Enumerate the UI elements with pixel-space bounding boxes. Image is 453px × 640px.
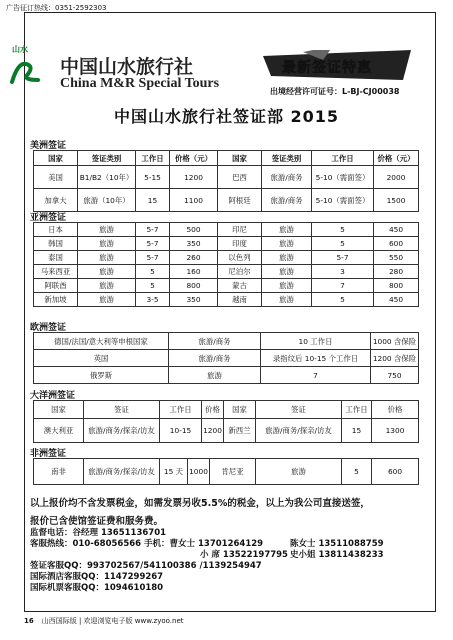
agency-cn-name: 中国山水旅行社 — [60, 56, 194, 78]
agency-en-name: China M&R Special Tours — [60, 76, 220, 91]
table-cell: 5-7 — [136, 223, 170, 237]
table-cell: 蒙古 — [218, 279, 262, 293]
table-cell: 1200 — [170, 166, 218, 189]
section-title-europe: 欧洲签证 — [30, 323, 67, 333]
table-cell: 旅游 — [262, 279, 312, 293]
table-cell: B1/B2（10年） — [78, 166, 136, 189]
header-cell: 国家 — [218, 151, 262, 166]
table-cell: 15 — [136, 189, 170, 212]
header-cell: 价格 — [202, 401, 224, 419]
table-cell: 5 — [312, 293, 374, 307]
header-cell: 工作日 — [136, 151, 170, 166]
section-title-americas: 美洲签证 — [30, 141, 67, 151]
section-title-oceania: 大洋洲签证 — [30, 391, 76, 401]
table-cell: 旅游 — [78, 251, 136, 265]
contact-chen: 陈女士 13511088759 — [290, 539, 384, 549]
table-row — [34, 251, 419, 265]
table-cell: 5 — [342, 459, 372, 485]
table-cell: 旅游 — [262, 223, 312, 237]
note-line: 报价已含使馆签证费和服务费。 — [30, 516, 164, 527]
table-cell: 5-15 — [136, 166, 170, 189]
contact-shi: 史小姐 13811438233 — [290, 550, 384, 560]
table-cell: 旅游（10年） — [78, 189, 136, 212]
note-line: 以上报价均不含发票税金，如需发票另收5.5%的税金，以上为我公司直接送签， — [30, 498, 370, 509]
table-cell: 160 — [170, 265, 218, 279]
table-cell: 旅游 — [262, 237, 312, 251]
table-row — [34, 459, 419, 485]
table-cell: 韩国 — [34, 237, 78, 251]
table-cell: 1200 — [202, 419, 224, 443]
table-row — [34, 237, 419, 251]
header-cell: 国家 — [34, 401, 84, 419]
oceania-table — [33, 400, 419, 443]
hotel-qq: 国际酒店客服QQ：1147299267 — [30, 572, 164, 582]
table-cell: 800 — [374, 279, 419, 293]
table-row — [34, 333, 419, 350]
table-row — [34, 419, 419, 443]
table-row — [34, 189, 419, 212]
table-cell: 南非 — [34, 459, 84, 485]
table-cell: 泰国 — [34, 251, 78, 265]
table-cell: 5 — [312, 237, 374, 251]
table-cell: 5-10（需面签） — [312, 166, 374, 189]
table-cell: 350 — [170, 237, 218, 251]
table-cell: 旅游 — [78, 223, 136, 237]
table-cell: 日本 — [34, 223, 78, 237]
table-row — [34, 279, 419, 293]
table-cell: 15 天 — [160, 459, 188, 485]
ticket-qq: 国际机票客服QQ：1094610180 — [30, 583, 164, 593]
table-cell: 5-7 — [136, 251, 170, 265]
section-title-africa: 非洲签证 — [30, 449, 67, 459]
page-footer — [24, 616, 434, 626]
visa-qq: 签证客服QQ：993702567/541100386 /1139254947 — [30, 561, 262, 571]
header-cell: 签证类别 — [262, 151, 312, 166]
table-cell: 澳大利亚 — [34, 419, 84, 443]
table-cell: 7 — [312, 279, 374, 293]
table-cell: 旅游/商务/探亲/访友 — [84, 419, 160, 443]
table-cell: 旅游/商务/探亲/访友 — [84, 459, 160, 485]
table-cell: 越南 — [218, 293, 262, 307]
table-cell: 俄罗斯 — [34, 367, 169, 384]
table-cell: 尼泊尔 — [218, 265, 262, 279]
table-cell: 新加坡 — [34, 293, 78, 307]
table-cell: 美国 — [34, 166, 78, 189]
table-cell: 600 — [372, 459, 419, 485]
table-cell: 5 — [136, 265, 170, 279]
table-row — [34, 223, 419, 237]
table-cell: 800 — [170, 279, 218, 293]
table-row — [34, 265, 419, 279]
header-cell: 价格（元） — [170, 151, 218, 166]
table-cell: 印尼 — [218, 223, 262, 237]
table-cell: 750 — [371, 367, 419, 384]
table-cell: 10-15 — [160, 419, 202, 443]
table-cell: 加拿大 — [34, 189, 78, 212]
table-cell: 旅游 — [262, 265, 312, 279]
table-cell: 450 — [374, 293, 419, 307]
table-cell: 1000 — [188, 459, 210, 485]
table-cell: 1200 含保险 — [371, 350, 419, 367]
header-cell: 签证 — [256, 401, 342, 419]
asia-table — [33, 222, 419, 307]
footer-text: 山西国际版 | 欢迎浏览电子版 www.zyoo.net — [41, 617, 184, 625]
table-row — [34, 350, 419, 367]
table-cell: 录指纹后 10-15 个工作日 — [261, 350, 371, 367]
contact-xi: 小 席 13522197795 — [200, 550, 288, 560]
header-cell: 工作日 — [312, 151, 374, 166]
table-cell: 印度 — [218, 237, 262, 251]
table-cell: 阿根廷 — [218, 189, 262, 212]
table-cell: 旅游 — [256, 459, 342, 485]
license-number: 出境经营许可证号：L-BJ-CJ00038 — [270, 87, 400, 96]
header-cell: 签证类别 — [78, 151, 136, 166]
table-cell: 旅游 — [78, 293, 136, 307]
table-cell: 7 — [261, 367, 371, 384]
table-cell: 450 — [374, 223, 419, 237]
table-cell: 1300 — [372, 419, 419, 443]
header-cell: 工作日 — [342, 401, 372, 419]
table-cell: 5 — [136, 279, 170, 293]
header-cell: 价格（元） — [374, 151, 419, 166]
logo-text: 山水 — [12, 45, 28, 54]
table-cell: 5-10（需面签） — [312, 189, 374, 212]
table-cell: 旅游 — [262, 251, 312, 265]
table-cell: 肯尼亚 — [210, 459, 256, 485]
table-cell: 旅游 — [78, 279, 136, 293]
supervisor-phone: 监督电话：谷经理 13651136701 — [30, 528, 167, 538]
table-cell: 旅游/商务/探亲/访友 — [256, 419, 342, 443]
table-cell: 550 — [374, 251, 419, 265]
table-cell: 旅游/商务 — [262, 166, 312, 189]
promo-title: 最新签证特惠 — [282, 60, 372, 76]
mountain-water-logo-icon — [8, 56, 44, 86]
service-phone: 客服热线：010-68056566 手机：曹女士 13701264129 — [30, 539, 264, 549]
header-cell: 工作日 — [160, 401, 202, 419]
table-cell: 旅游/商务 — [169, 350, 261, 367]
table-cell: 巴西 — [218, 166, 262, 189]
table-cell: 阿联酋 — [34, 279, 78, 293]
table-cell: 350 — [170, 293, 218, 307]
table-cell: 600 — [374, 237, 419, 251]
europe-table — [33, 332, 419, 384]
table-cell: 3 — [312, 265, 374, 279]
table-cell: 280 — [374, 265, 419, 279]
table-cell: 5-7 — [312, 251, 374, 265]
table-cell: 旅游/商务 — [169, 333, 261, 350]
table-row — [34, 293, 419, 307]
ad-hotline: 广告征订热线：0351-2592303 — [6, 4, 107, 12]
table-cell: 1500 — [374, 189, 419, 212]
table-cell: 旅游 — [169, 367, 261, 384]
table-cell: 旅游 — [78, 237, 136, 251]
header-cell: 签证 — [84, 401, 160, 419]
table-cell: 5-7 — [136, 237, 170, 251]
header-cell: 价格 — [372, 401, 419, 419]
table-cell: 旅游 — [262, 293, 312, 307]
contact-block — [30, 528, 430, 594]
section-title-asia: 亚洲签证 — [30, 213, 67, 223]
americas-table — [33, 150, 419, 212]
table-row — [34, 166, 419, 189]
header-cell: 国家 — [224, 401, 256, 419]
table-row — [34, 367, 419, 384]
table-cell: 旅游 — [78, 265, 136, 279]
header-cell: 国家 — [34, 151, 78, 166]
table-cell: 260 — [170, 251, 218, 265]
table-cell: 1000 含保险 — [371, 333, 419, 350]
table-cell: 旅游/商务 — [262, 189, 312, 212]
table-cell: 500 — [170, 223, 218, 237]
table-cell: 以色列 — [218, 251, 262, 265]
table-cell: 马来西亚 — [34, 265, 78, 279]
table-cell: 15 — [342, 419, 372, 443]
table-cell: 新西兰 — [224, 419, 256, 443]
africa-table — [33, 458, 419, 485]
price-notes — [30, 495, 430, 531]
table-cell: 5 — [312, 223, 374, 237]
table-cell: 1100 — [170, 189, 218, 212]
table-cell: 英国 — [34, 350, 169, 367]
page-number: 16 — [24, 617, 34, 625]
page-title: 中国山水旅行社签证部 2015 — [113, 107, 340, 126]
table-cell: 2000 — [374, 166, 419, 189]
table-cell: 3-5 — [136, 293, 170, 307]
table-cell: 10 工作日 — [261, 333, 371, 350]
table-cell: 德国/法国/意大利等申根国家 — [34, 333, 169, 350]
